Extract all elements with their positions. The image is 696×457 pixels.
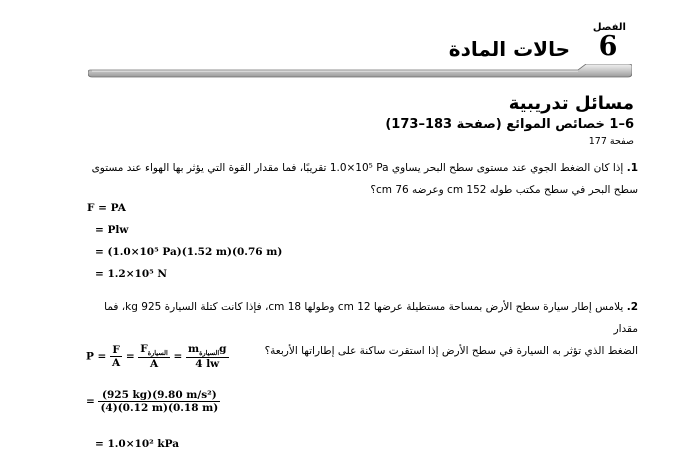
q2-fraction-4	[98, 389, 220, 414]
q2-eq1-equals-2: =	[173, 350, 183, 363]
q2-fraction-3-denominator: 4 lw	[195, 358, 220, 371]
q1-equation-3: = (1.0×10⁵ Pa)(1.52 m)(0.76 m)	[95, 246, 283, 258]
q2-fraction-3	[186, 343, 229, 370]
question-1	[84, 157, 638, 201]
q2-fraction-1-denominator: A	[112, 357, 121, 370]
q2-fraction-2-denominator: A	[149, 358, 159, 371]
chapter-header-band	[88, 64, 632, 78]
q2-equation-1	[86, 343, 229, 370]
chapter-title: حالات المادة	[448, 37, 570, 61]
question-2-text-1: يلامس إطار سيارة سطح الأرض بمساحة مستطيلة عرضها 12 cm وطولها 18 cm، فإذا كانت كتلة السيارة 925 kg، فما مقدار	[104, 301, 638, 335]
chapter-number: 6	[598, 31, 618, 62]
q2-eq2-equals: =	[86, 395, 95, 408]
q2-fraction-3-numerator: $m_{السيارة}g$	[187, 343, 227, 358]
chapter-label: الفصل	[592, 22, 626, 33]
q2-eq1-equals: =	[125, 350, 135, 363]
q2-fraction-2-numerator: $F_{السيارة}$	[140, 343, 168, 358]
q2-fraction-4-numerator: (925 kg)(9.80 m/s²)	[98, 389, 220, 402]
question-1-text-a: إذا كان الضغط الجوي عند مستوى سطح البحر يساوي	[388, 162, 624, 174]
page-reference: صفحة 177	[588, 136, 634, 147]
section-title: مسائل تدريبية	[508, 93, 634, 114]
q2-equation-3: = 1.0×10² kPa	[95, 438, 180, 450]
question-2-line-2: الضغط الذي تؤثر به السيارة في سطح الأرض إذا استقرت ساكنة على إطاراتها الأربعة؟	[264, 345, 638, 357]
question-1-number: 1.	[626, 162, 638, 174]
subsection-title: 6–1 خصائص الموائع (صفحة 183–173)	[385, 117, 634, 132]
q2-equation-2	[86, 389, 220, 414]
question-2-number: 2.	[626, 301, 638, 313]
question-1-pressure: 1.0×10⁵ Pa	[329, 162, 389, 174]
question-1-line-2: سطح البحر في سطح مكتب طوله 152 cm وعرضه 76 cm؟	[370, 184, 638, 196]
q2-fraction-1	[110, 344, 122, 369]
q2-fraction-2-subscript: السيارة	[147, 349, 168, 358]
q2-fraction-2	[138, 343, 170, 370]
q1-equation-4: = 1.2×10⁵ N	[95, 268, 167, 280]
q2-fraction-3-subscript: السيارة	[199, 349, 220, 358]
q1-equation-1: F = PA	[87, 202, 126, 214]
q2-fraction-4-denominator: (4)(0.12 m)(0.18 m)	[100, 402, 219, 414]
q2-fraction-1-numerator: F	[110, 344, 122, 357]
question-1-text-b: تقريبًا، فما مقدار القوة التي يؤثر بها الهواء عند مستوى	[91, 162, 330, 174]
question-2-line-1	[84, 296, 638, 340]
question-1-line-1	[84, 157, 638, 179]
q2-eq1-lhs: P =	[86, 350, 107, 363]
q1-equation-2: = Plw	[95, 224, 129, 236]
